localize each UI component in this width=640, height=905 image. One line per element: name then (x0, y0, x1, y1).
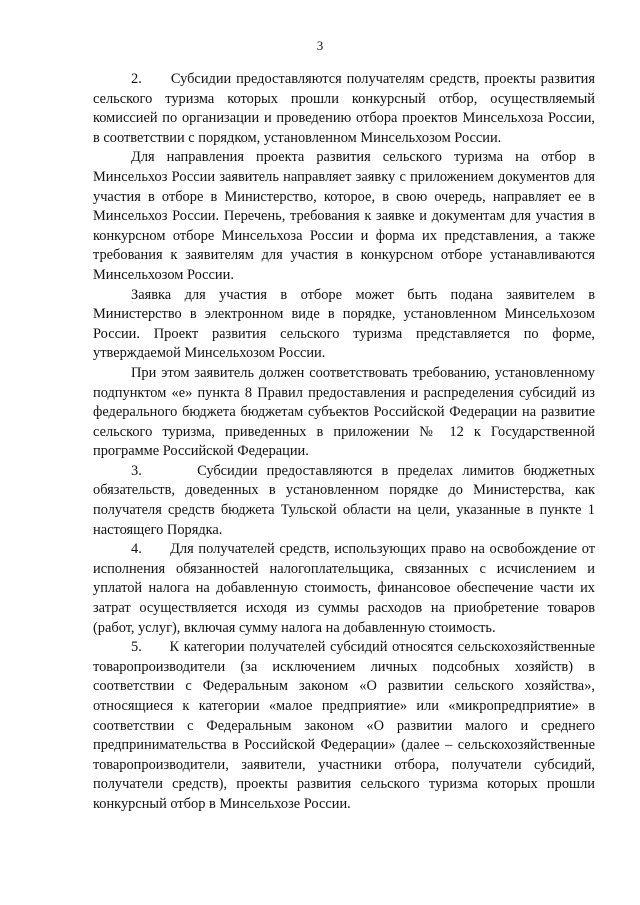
document-body (93, 70, 595, 815)
paragraph-item-5: 5. К категории получателей субсидий относятся сельскохозяйственные товаропроизводители (за исключением личных подсобных хозяйств) в соответствии с Федеральным законом «О развитии сельского хозяйства», относящиеся к категории «малое предприятие» или «микропредприятие» в соответствии с Федеральным законом «О развитии малого и среднего предпринимательства в Российской Федерации» (далее – сельскохозяйственные товаропроизводители, заявители, участники отбора, получатели субсидий, получатели средств), проекты развития сельского туризма которых прошли конкурсный отбор в Минсельхозе России. (93, 639, 595, 812)
paragraph-electronic-application: Заявка для участия в отборе может быть подана заявителем в Министерство в электронном виде в порядке, установленном Минсельхозом России. Проект развития сельского туризма представляется по форме, утверждаемой Минсельхозом России. (93, 286, 595, 362)
paragraph-item-3: 3. Субсидии предоставляются в пределах лимитов бюджетных обязательств, доведенных в установленном порядке до Министерства, как получателя средств бюджета Тульской области на цели, указанные в пункте 1 настоящего Порядка. (93, 462, 595, 538)
paragraph-application-submission: Для направления проекта развития сельского туризма на отбор в Минсельхоз России заявитель направляет заявку с приложением документов для участия в отборе в Министерство, которое, в свою очередь, направляет ее в Минсельхоз России. Перечень, требования к заявке и документам для участия в конкурсном отборе Минсельхоза России и форма их представления, а также требования к заявителям для участия в конкурсном отборе устанавливаются Минсельхозом России. (93, 149, 595, 283)
paragraph-item-4: 4. Для получателей средств, использующих право на освобождение от исполнения обязанностей налогоплательщика, связанных с исчислением и уплатой налога на добавленную стоимость, финансовое обеспечение части их затрат осуществляется исходя из суммы расходов на приобретение товаров (работ, услуг), включая сумму налога на добавленную стоимость. (93, 541, 595, 636)
paragraph-item-2-intro: 2. Субсидии предоставляются получателям средств, проекты развития сельского туризма которых прошли конкурсный отбор, осуществляемый комиссией по организации и проведению отбора проектов Минсельхоза России, в соответствии с порядком, установленном Минсельхозом России. (93, 71, 595, 146)
page-number: 3 (316, 38, 324, 53)
paragraph-applicant-requirement: При этом заявитель должен соответствовать требованию, установленному подпунктом «е» пункта 8 Правил предоставления и распределения субсидий из федерального бюджета бюджетам субъектов Российской Федерации на развитие сельского туризма, приведенных в приложении № 12 к Государственной программе Российской Федерации. (93, 364, 595, 460)
